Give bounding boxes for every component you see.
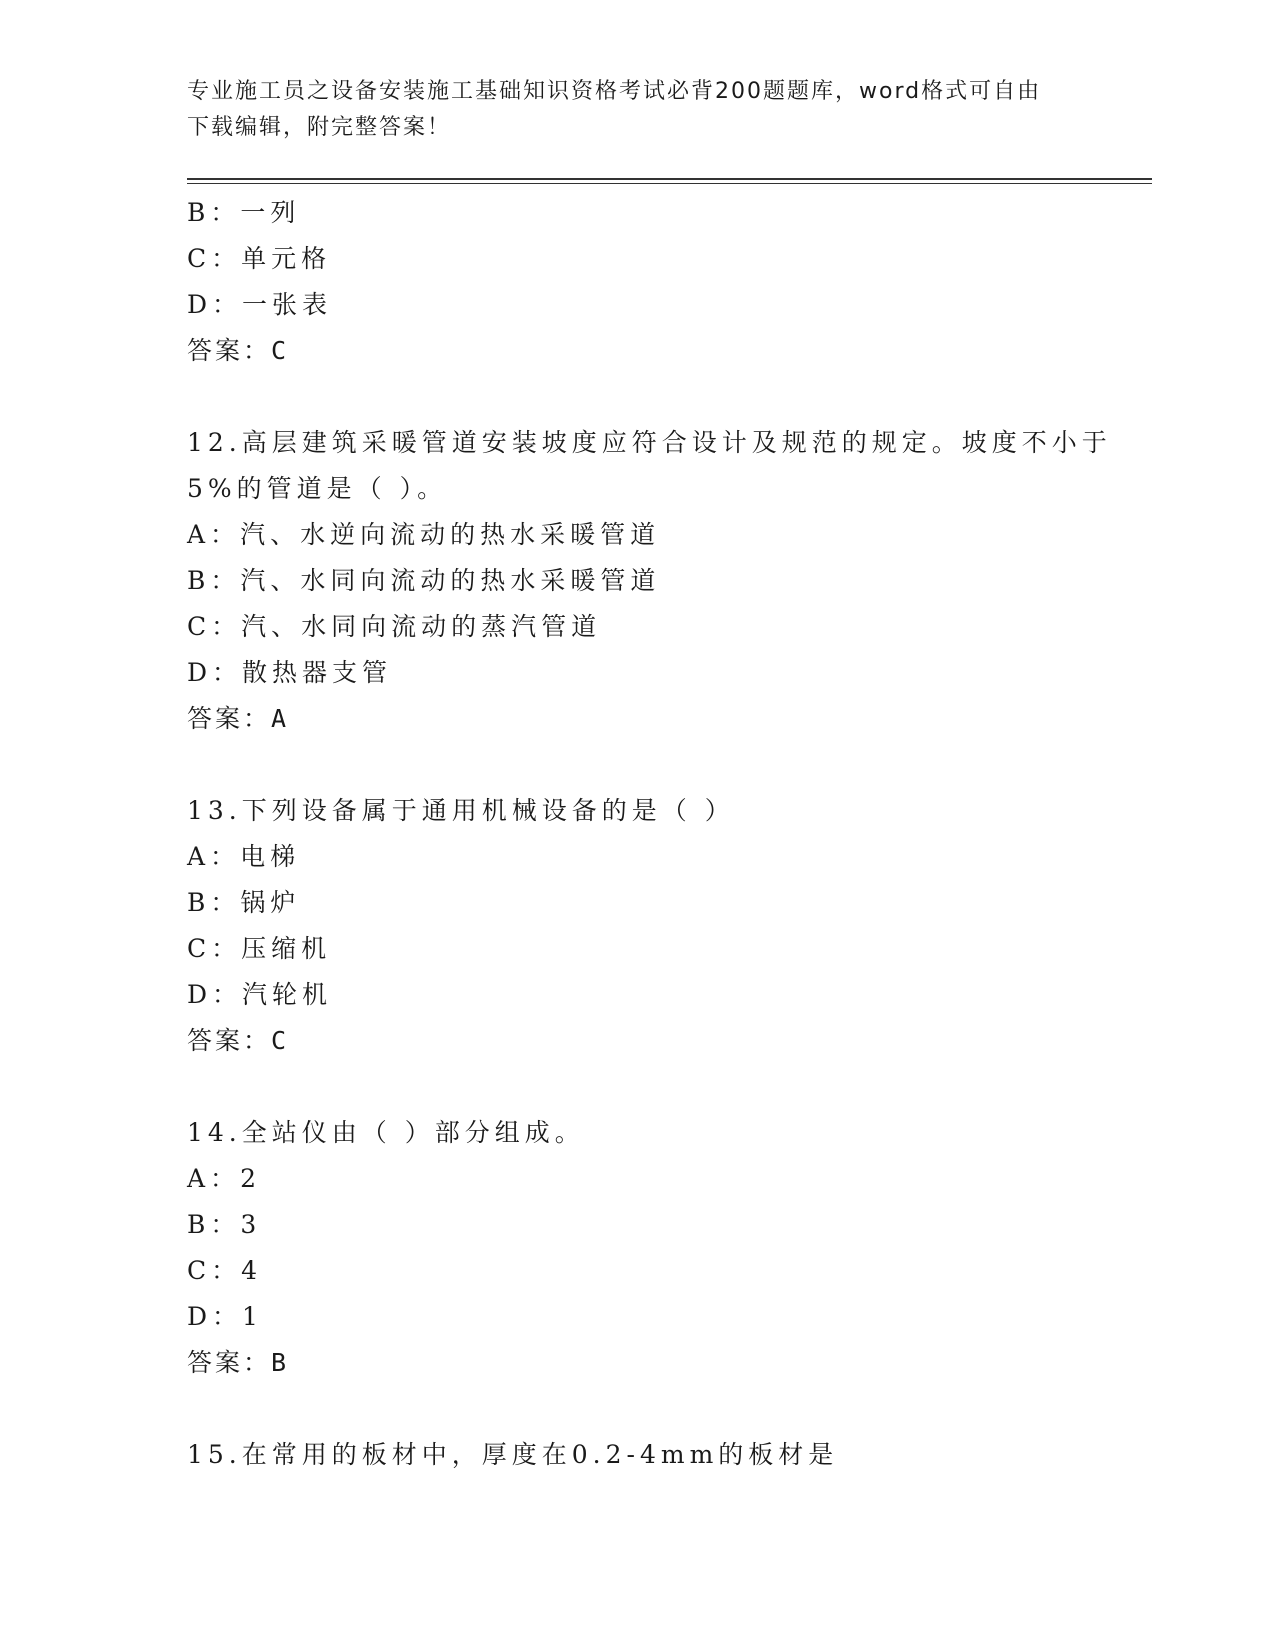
option-d: D：散热器支管: [187, 658, 393, 687]
option-a: A：电梯: [187, 842, 301, 871]
question-11-continued: [187, 190, 1087, 374]
option-d: D：一张表: [187, 290, 333, 319]
option-b: B：汽、水同向流动的热水采暖管道: [187, 566, 661, 595]
header-divider-thin: [187, 183, 1152, 184]
spacer: [187, 742, 1087, 788]
spacer: [187, 1386, 1087, 1432]
header-line-2: 下载编辑，附完整答案！: [187, 115, 452, 140]
option-b: B：一列: [187, 198, 301, 227]
answer-value: A: [271, 704, 290, 733]
question-12: [187, 420, 1112, 742]
answer-line: 答案：B: [187, 1348, 290, 1377]
spacer: [187, 1064, 1087, 1110]
document-header: [187, 74, 1067, 146]
option-b: B：3: [187, 1210, 262, 1239]
header-divider-thick: [187, 178, 1152, 180]
spacer: [187, 374, 1087, 420]
question-15: [187, 1432, 1087, 1478]
option-a: A：汽、水逆向流动的热水采暖管道: [187, 520, 661, 549]
question-stem-line-1: 15.在常用的板材中，厚度在0.2-4mm的板材是: [187, 1440, 839, 1469]
question-13: [187, 788, 1087, 1064]
answer-value: C: [271, 1026, 290, 1055]
question-stem-line-1: 14.全站仪由（ ）部分组成。: [187, 1118, 585, 1147]
option-c: C：汽、水同向流动的蒸汽管道: [187, 612, 602, 641]
option-c: C：4: [187, 1256, 263, 1285]
answer-line: 答案：C: [187, 1026, 290, 1055]
option-a: A：2: [187, 1164, 261, 1193]
answer-value: B: [271, 1348, 290, 1377]
question-stem-line-1: 13.下列设备属于通用机械设备的是（ ）: [187, 796, 735, 825]
question-14: [187, 1110, 1087, 1386]
option-d: D：1: [187, 1302, 263, 1331]
option-b: B：锅炉: [187, 888, 301, 917]
option-c: C：单元格: [187, 244, 332, 273]
answer-value: C: [271, 336, 290, 365]
option-c: C：压缩机: [187, 934, 332, 963]
header-line-1: 专业施工员之设备安装施工基础知识资格考试必背200题题库，word格式可自由: [187, 79, 1042, 104]
question-stem-line-2: 5%的管道是（ ）。: [187, 474, 448, 503]
answer-line: 答案：A: [187, 704, 290, 733]
question-content: [187, 190, 1112, 1478]
answer-line: 答案：C: [187, 336, 290, 365]
option-d: D：汽轮机: [187, 980, 333, 1009]
question-stem-line-1: 12.高层建筑采暖管道安装坡度应符合设计及规范的规定。坡度不小于: [187, 428, 1112, 457]
